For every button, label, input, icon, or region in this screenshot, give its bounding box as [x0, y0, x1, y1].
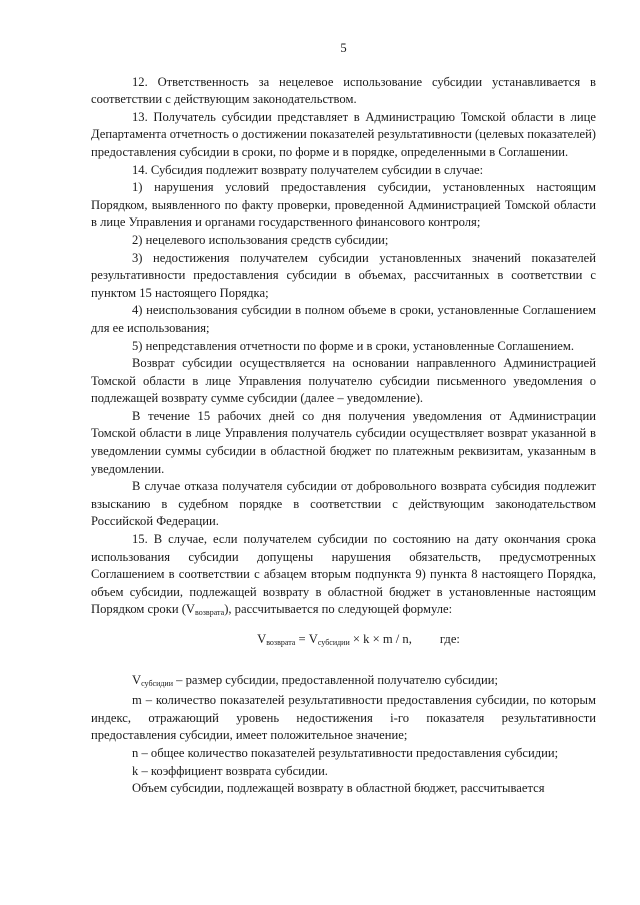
paragraph-15: [91, 531, 596, 622]
formula-rhs: V: [308, 632, 318, 646]
paragraph-return-volume: Объем субсидии, подлежащей возврату в областной бюджет, рассчитывается: [132, 781, 545, 796]
formula-equals: =: [295, 632, 309, 646]
paragraph-12: 12. Ответственность за нецелевое использование субсидии устанавливается в соответствии с действующим законодательством.: [91, 74, 596, 107]
list-item-1: 1) нарушения условий предоставления субсидии, установленных настоящим Порядком, выявленного по факту проверки, проведенной Администрацией Томской области в лице Управления и органами государственного финансового контроля;: [91, 180, 596, 230]
para15-text-before: 15. В случае, если получателем субсидии по состоянию на дату окончания срока использования субсидии допущены нарушения обязательств, предусмотренных Соглашением в соответствии с абзацем вторым подпункта 9) пункта 8 настоящего Порядка, объем субсидии, подлежащей возврату в областной бюджет в установленные настоящим Порядком сроки (V: [91, 532, 596, 617]
paragraph-13: 13. Получатель субсидии представляет в Администрацию Томской области в лице Департамента отчетность о достижении показателей результативности (целевых показателей) предоставления субсидии в сроки, по форме и в порядке, определенными в Соглашении.: [91, 109, 596, 159]
def-v-symbol: V: [132, 672, 142, 687]
para15-text-after: ), рассчитывается по следующей формуле:: [224, 602, 453, 617]
definition-m: m – количество показателей результативности предоставления субсидии, по которым индекс, отражающий уровень недостижения i-го показателя результативности предоставления субсидии, имеет положительное значение;: [91, 693, 596, 743]
formula-lhs-sub: возврата: [266, 638, 296, 647]
document-page: [91, 40, 596, 798]
list-item-5: 5) непредставления отчетности по форме и в сроки, установленные Соглашением.: [132, 338, 574, 353]
formula-where: где:: [439, 632, 460, 646]
paragraph-refusal: В случае отказа получателя субсидии от добровольного возврата субсидия подлежит взысканию в судебном порядке в соответствии с действующим законодательством Российской Федерации.: [91, 479, 596, 529]
list-item-4: 4) неиспользования субсидии в полном объеме в сроки, установленные Соглашением для ее использования;: [91, 303, 596, 335]
list-item-2: 2) нецелевого использования средств субсидии;: [132, 232, 389, 247]
formula-rhs-sub: субсидии: [317, 638, 350, 647]
definition-n: n – общее количество показателей результативности предоставления субсидии;: [132, 745, 559, 760]
formula: [91, 631, 596, 652]
paragraph-15-days: В течение 15 рабочих дней со дня получения уведомления от Администрации Томской области в лице Управления получатель субсидии осуществляет возврат указанной в уведомлении суммы субсидии в областной бюджет по платежным реквизитам, указанным в уведомлении.: [91, 408, 596, 476]
formula-rest: × k × m / n,: [349, 632, 412, 646]
definition-v-subsidy: [91, 672, 596, 693]
paragraph-14: 14. Субсидия подлежит возврату получателем субсидии в случае:: [132, 162, 484, 177]
def-v-text: – размер субсидии, предоставленной получателю субсидии;: [172, 672, 499, 687]
paragraph-return-notice: Возврат субсидии осуществляется на основании направленного Администрацией Томской области в лице Управления получателю субсидии письменного уведомления о подлежащей возврату сумме субсидии (далее – уведомление).: [91, 356, 596, 406]
def-v-sub: субсидии: [141, 678, 173, 688]
para15-subscript: возврата: [195, 608, 225, 618]
list-item-3: 3) недостижения получателем субсидии установленных значений показателей результативности предоставления субсидии в объемах, рассчитанных в соответствии с пунктом 15 настоящего Порядка;: [91, 250, 596, 300]
page-number: 5: [340, 41, 347, 55]
formula-lhs: V: [257, 632, 267, 646]
definition-k: k – коэффициент возврата субсидии.: [132, 763, 328, 778]
